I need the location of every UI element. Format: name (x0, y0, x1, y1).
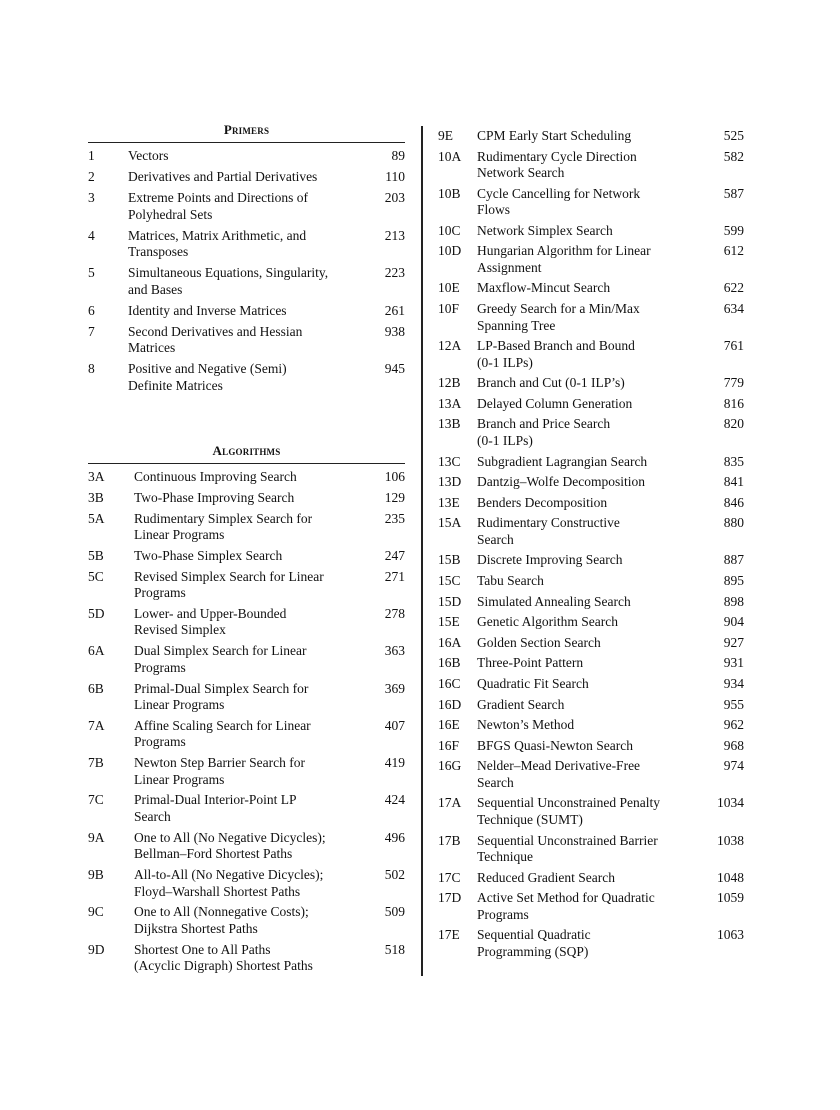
toc-entry (88, 942, 405, 975)
toc-entry (438, 927, 744, 960)
entry-page-number: 223 (384, 265, 405, 280)
entry-page-number: 1063 (717, 927, 744, 943)
toc-entry (88, 148, 405, 165)
entry-title: Vectors (128, 148, 169, 163)
entry-number: 13C (438, 453, 461, 469)
entry-page-number: 407 (384, 717, 405, 733)
primers-table (88, 122, 405, 399)
entry-number: 17B (438, 832, 461, 848)
entry-number: 9A (88, 829, 105, 845)
primers-heading: Primers (88, 122, 405, 143)
entry-number: 1 (88, 148, 95, 163)
entry-number: 15A (438, 515, 462, 531)
entry-number: 6B (88, 680, 104, 696)
entry-page-number: 247 (384, 547, 405, 563)
entry-page-number: 582 (723, 148, 744, 164)
toc-entry (88, 606, 405, 639)
entry-title: Dantzig–Wolfe Decomposition (477, 474, 645, 490)
entry-page-number: 820 (723, 416, 744, 432)
column-divider (421, 126, 423, 976)
entry-page-number: 89 (391, 148, 405, 163)
entry-title: Branch and Price Search (0-1 ILPs) (477, 416, 611, 448)
toc-entry (438, 149, 744, 182)
entry-number: 7B (88, 755, 104, 771)
entry-number: 5C (88, 568, 104, 584)
entry-number: 10B (438, 185, 461, 201)
toc-entry (88, 643, 405, 676)
entry-number: 12A (438, 338, 462, 354)
entry-title: BFGS Quasi-Newton Search (477, 737, 633, 753)
entry-page-number: 110 (385, 169, 405, 184)
entry-title: All-to-All (No Negative Dicycles); Floyd–Warshall Shortest Paths (134, 867, 324, 899)
toc-entry (438, 301, 744, 334)
toc-entry (438, 280, 744, 297)
entry-number: 15D (438, 593, 462, 609)
entry-title: Primal-Dual Simplex Search for Linear Programs (134, 680, 309, 713)
entry-title: Lower- and Upper-Bounded Revised Simplex (134, 605, 287, 638)
toc-entry (438, 338, 744, 371)
entry-number: 2 (88, 169, 95, 184)
entry-number: 5D (88, 605, 105, 621)
entry-title: Subgradient Lagrangian Search (477, 453, 648, 469)
toc-entry (88, 718, 405, 751)
entry-number: 7C (88, 792, 104, 808)
toc-entry (438, 655, 744, 672)
toc-entry (88, 361, 405, 394)
toc-entry (88, 792, 405, 825)
entry-page-number: 496 (384, 829, 405, 845)
entry-page-number: 235 (384, 510, 405, 526)
entry-number: 17D (438, 890, 462, 906)
entry-title: Identity and Inverse Matrices (128, 302, 287, 318)
entry-page-number: 261 (384, 302, 405, 318)
entry-title: Rudimentary Cycle Direction Network Search (477, 148, 637, 181)
entry-number: 9E (438, 128, 453, 143)
entry-page-number: 518 (384, 941, 405, 957)
entry-title: Simulated Annealing Search (477, 593, 631, 609)
entry-title: Tabu Search (477, 573, 544, 588)
entry-page-number: 203 (384, 190, 405, 205)
entry-number: 4 (88, 227, 95, 243)
entry-number: 16E (438, 717, 460, 733)
toc-entry (438, 573, 744, 590)
toc-entry (88, 681, 405, 714)
entry-page-number: 880 (723, 515, 744, 531)
entry-number: 13E (438, 494, 460, 510)
entry-title: Two-Phase Simplex Search (134, 547, 283, 563)
entry-title: Hungarian Algorithm for Linear Assignment (477, 243, 651, 275)
entry-title: Delayed Column Generation (477, 395, 633, 411)
entry-page-number: 634 (723, 301, 744, 317)
entry-title: LP-Based Branch and Bound (0-1 ILPs) (477, 338, 635, 370)
entry-title: Nelder–Mead Derivative-Free Search (477, 758, 641, 790)
entry-page-number: 525 (723, 128, 744, 143)
entry-page-number: 761 (723, 338, 744, 354)
entry-page-number: 271 (384, 568, 405, 584)
toc-entry (438, 515, 744, 548)
entry-page-number: 278 (384, 605, 405, 621)
entry-number: 5 (88, 265, 95, 280)
toc-entry (438, 396, 744, 413)
entry-page-number: 779 (723, 375, 744, 391)
toc-entry (438, 375, 744, 392)
entry-title: One to All (Nonnegative Costs); Dijkstra Shortest Paths (134, 904, 309, 936)
entry-title: Genetic Algorithm Search (477, 614, 618, 630)
entry-page-number: 1059 (717, 890, 744, 906)
toc-entry (88, 830, 405, 863)
toc-entry (438, 717, 744, 734)
entry-title: Discrete Improving Search (477, 552, 623, 568)
entry-number: 10F (438, 301, 460, 317)
entry-number: 10E (438, 280, 460, 296)
entry-title: Affine Scaling Search for Linear Programs (134, 717, 311, 750)
entry-number: 7A (88, 717, 105, 733)
toc-entry (438, 870, 744, 887)
entry-number: 9D (88, 941, 105, 957)
entry-number: 13D (438, 474, 462, 490)
entry-number: 3 (88, 190, 95, 205)
entry-number: 17C (438, 869, 461, 885)
entry-title: Sequential Unconstrained Penalty Technique (SUMT) (477, 795, 660, 827)
toc-entry (438, 186, 744, 219)
toc-entry (88, 265, 405, 298)
entry-number: 16D (438, 696, 462, 712)
toc-entry (438, 738, 744, 755)
entry-title: Two-Phase Improving Search (134, 489, 295, 505)
algorithms-table (88, 443, 405, 979)
entry-title: Newton’s Method (477, 717, 575, 733)
entry-page-number: 599 (723, 222, 744, 238)
entry-page-number: 509 (384, 904, 405, 920)
entry-page-number: 955 (723, 696, 744, 712)
toc-entry (88, 324, 405, 357)
entry-title: Golden Section Search (477, 634, 601, 650)
toc-entry (438, 697, 744, 714)
toc-entry (438, 552, 744, 569)
entry-title: Branch and Cut (0-1 ILP’s) (477, 375, 625, 391)
toc-entry (88, 469, 405, 486)
entry-page-number: 612 (723, 243, 744, 259)
entry-number: 16F (438, 737, 460, 753)
entry-page-number: 1038 (717, 832, 744, 848)
toc-entry (88, 228, 405, 261)
toc-entry (88, 303, 405, 320)
entry-page-number: 1048 (717, 869, 744, 885)
entry-title: Second Derivatives and Hessian Matrices (128, 323, 303, 355)
entry-number: 17E (438, 927, 460, 943)
entry-number: 15E (438, 614, 460, 630)
toc-entry (438, 795, 744, 828)
entry-title: Shortest One to All Paths (Acyclic Digraph) Shortest Paths (134, 941, 313, 974)
toc-entry (438, 454, 744, 471)
entry-number: 3A (88, 469, 105, 484)
entry-page-number: 622 (723, 280, 744, 296)
entry-page-number: 129 (384, 489, 405, 505)
algorithms-rows (88, 464, 405, 975)
toc-entry (88, 490, 405, 507)
entry-number: 17A (438, 795, 462, 811)
entry-number: 15C (438, 573, 461, 588)
toc-entry (438, 474, 744, 491)
entry-title: Active Set Method for Quadratic Programs (477, 890, 655, 922)
entry-page-number: 502 (384, 867, 405, 883)
entry-title: Reduced Gradient Search (477, 869, 615, 885)
entry-page-number: 1034 (717, 795, 744, 811)
entry-page-number: 835 (723, 453, 744, 469)
entry-title: Derivatives and Partial Derivatives (128, 169, 318, 184)
entry-page-number: 938 (384, 323, 405, 339)
entry-page-number: 895 (723, 573, 744, 588)
entry-page-number: 927 (723, 634, 744, 650)
entry-title: One to All (No Negative Dicycles); Bellman–Ford Shortest Paths (134, 829, 326, 862)
entry-page-number: 816 (723, 395, 744, 411)
toc-entry (438, 243, 744, 276)
toc-entry (438, 416, 744, 449)
entry-title: Matrices, Matrix Arithmetic, and Transposes (128, 227, 307, 259)
entry-number: 5A (88, 510, 105, 526)
toc-entry (438, 833, 744, 866)
entry-number: 15B (438, 552, 461, 568)
entry-title: Sequential Quadratic Programming (SQP) (477, 927, 591, 959)
entry-page-number: 213 (384, 227, 405, 243)
entry-title: Network Simplex Search (477, 222, 613, 238)
entry-page-number: 898 (723, 593, 744, 609)
toc-entry (88, 511, 405, 544)
entry-number: 13A (438, 395, 462, 411)
toc-entry (88, 569, 405, 602)
algorithms-continued-rows (438, 128, 744, 960)
toc-entry (438, 614, 744, 631)
entry-title: Positive and Negative (Semi) Definite Matrices (128, 361, 287, 393)
entry-title: CPM Early Start Scheduling (477, 128, 632, 143)
toc-entry (88, 867, 405, 900)
entry-page-number: 841 (723, 474, 744, 490)
entry-number: 10D (438, 243, 462, 259)
algorithms-continued-table (438, 128, 744, 964)
toc-entry (438, 635, 744, 652)
entry-page-number: 846 (723, 494, 744, 510)
entry-number: 16C (438, 675, 461, 691)
entry-title: Newton Step Barrier Search for Linear Programs (134, 755, 305, 787)
toc-entry (438, 223, 744, 240)
entry-page-number: 424 (384, 792, 405, 808)
entry-page-number: 931 (723, 655, 744, 671)
entry-number: 13B (438, 416, 461, 432)
entry-number: 9B (88, 867, 104, 883)
primers-rows (88, 143, 405, 394)
entry-title: Continuous Improving Search (134, 469, 297, 484)
entry-title: Dual Simplex Search for Linear Programs (134, 643, 307, 675)
toc-entry (438, 758, 744, 791)
entry-number: 6 (88, 302, 95, 318)
entry-title: Revised Simplex Search for Linear Programs (134, 568, 324, 601)
entry-number: 16B (438, 655, 461, 671)
entry-number: 5B (88, 547, 104, 563)
entry-page-number: 887 (723, 552, 744, 568)
entry-page-number: 904 (723, 614, 744, 630)
toc-entry (88, 190, 405, 223)
toc-entry (88, 755, 405, 788)
entry-number: 16A (438, 634, 462, 650)
entry-page-number: 968 (723, 737, 744, 753)
toc-entry (88, 548, 405, 565)
toc-entry (438, 594, 744, 611)
entry-title: Rudimentary Simplex Search for Linear Programs (134, 510, 313, 543)
entry-title: Benders Decomposition (477, 494, 608, 510)
entry-number: 6A (88, 643, 105, 659)
entry-number: 3B (88, 489, 104, 505)
entry-number: 7 (88, 323, 95, 339)
entry-number: 16G (438, 758, 462, 774)
entry-title: Gradient Search (477, 696, 565, 712)
toc-entry (438, 890, 744, 923)
entry-number: 10C (438, 222, 461, 238)
toc-entry (438, 128, 744, 145)
entry-page-number: 369 (384, 680, 405, 696)
entry-page-number: 106 (384, 469, 405, 484)
entry-number: 12B (438, 375, 461, 391)
entry-number: 10A (438, 148, 462, 164)
algorithms-heading: Algorithms (88, 443, 405, 464)
entry-page-number: 974 (723, 758, 744, 774)
toc-entry (438, 495, 744, 512)
entry-title: Simultaneous Equations, Singularity, and Bases (128, 265, 329, 297)
entry-page-number: 363 (384, 643, 405, 659)
entry-number: 8 (88, 361, 95, 376)
entry-title: Greedy Search for a Min/Max Spanning Tree (477, 301, 640, 333)
entry-page-number: 419 (384, 755, 405, 771)
toc-entry (88, 169, 405, 186)
entry-number: 9C (88, 904, 104, 920)
entry-page-number: 945 (384, 361, 405, 376)
entry-title: Extreme Points and Directions of Polyhedral Sets (128, 190, 308, 222)
entry-title: Rudimentary Constructive Search (477, 515, 620, 547)
entry-page-number: 962 (723, 717, 744, 733)
entry-title: Three-Point Pattern (477, 655, 584, 671)
toc-entry (88, 904, 405, 937)
entry-title: Maxflow-Mincut Search (477, 280, 611, 296)
entry-title: Cycle Cancelling for Network Flows (477, 185, 641, 218)
toc-entry (438, 676, 744, 693)
entry-title: Primal-Dual Interior-Point LP Search (134, 792, 297, 824)
entry-page-number: 934 (723, 675, 744, 691)
entry-title: Quadratic Fit Search (477, 675, 589, 691)
entry-title: Sequential Unconstrained Barrier Technique (477, 832, 658, 865)
entry-page-number: 587 (723, 185, 744, 201)
